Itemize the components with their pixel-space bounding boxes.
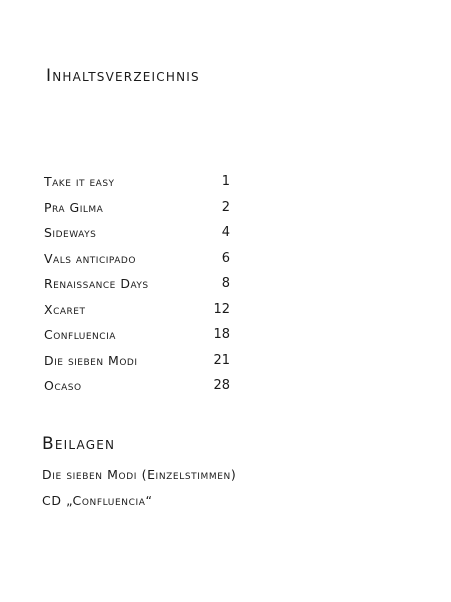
beilagen-list	[42, 464, 236, 516]
toc-entry-page: 2	[221, 199, 230, 215]
toc-entry	[44, 296, 244, 322]
toc-entry	[44, 347, 244, 373]
toc-heading: Inhaltsverzeichnis	[46, 66, 200, 86]
toc-entry-title: Die sieben Modi	[44, 352, 138, 368]
toc-entry-page: 1	[221, 174, 230, 189]
toc-entry-page: 21	[213, 352, 230, 368]
toc-entry-page: 4	[221, 225, 230, 240]
toc-entry-title: Pra Gilma	[44, 199, 104, 215]
beilagen-item: Die sieben Modi (Einzelstimmen)	[42, 467, 237, 482]
toc-entry-page: 12	[213, 301, 230, 317]
toc-entry-page: 28	[213, 378, 230, 393]
toc-entry-title: Confluencia	[44, 327, 116, 342]
toc-entry-title: Renaissance Days	[44, 276, 149, 291]
beilagen-item: CD „Confluencia“	[42, 493, 153, 508]
toc-entry-title: Xcaret	[44, 301, 86, 317]
toc-entry	[44, 219, 244, 245]
toc-entry	[44, 245, 244, 271]
toc-entry-title: Ocaso	[44, 378, 82, 393]
toc-entry	[44, 168, 244, 194]
toc-entry	[44, 270, 244, 296]
toc-entry-title: Sideways	[44, 225, 97, 240]
toc-entry-page: 18	[213, 327, 230, 342]
beilagen-heading: Beilagen	[42, 434, 116, 454]
toc-entry-title: Take it easy	[44, 174, 115, 189]
toc-entry-page: 6	[221, 250, 230, 266]
toc-entry-title: Vals anticipado	[44, 250, 136, 266]
toc-entry	[44, 372, 244, 398]
toc-entry-page: 8	[221, 276, 230, 291]
toc-entry	[44, 321, 244, 347]
toc-list	[44, 168, 244, 398]
toc-entry	[44, 194, 244, 220]
